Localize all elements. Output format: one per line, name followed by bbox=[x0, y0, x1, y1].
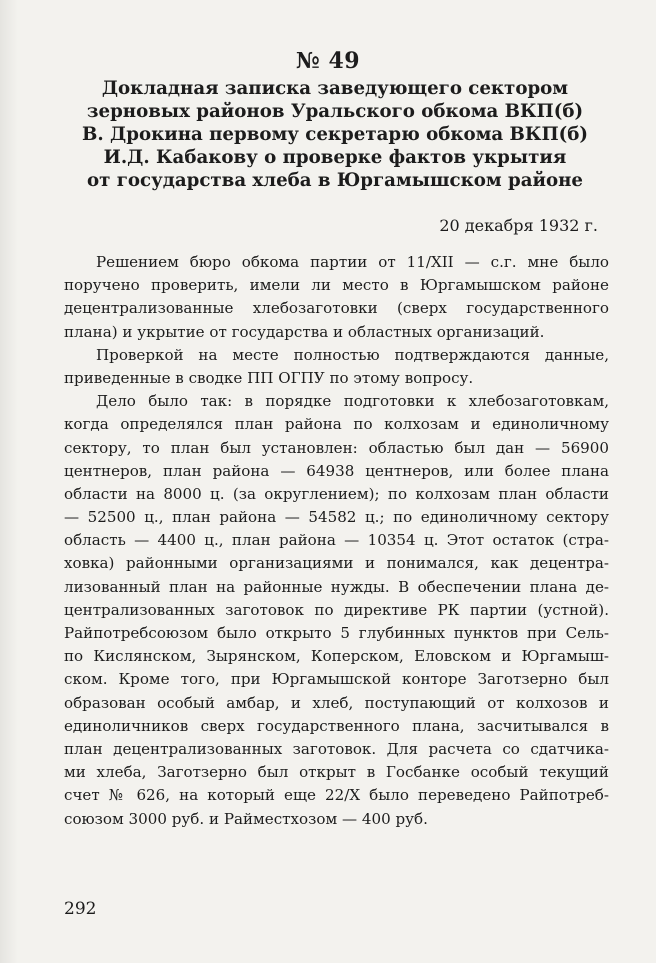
document-body bbox=[64, 251, 609, 831]
paragraph-line: область — 4400 ц., план района — 10354 ц. Этот остаток (стра- bbox=[64, 531, 609, 550]
paragraph-line: ми хлеба, Заготзерно был открыт в Госбанке особый текущий bbox=[64, 763, 609, 782]
title-line: В. Дрокина первому секретарю обкома ВКП(б) bbox=[82, 124, 588, 145]
paragraph-line: Райпотребсоюзом было открыто 5 глубинных пунктов при Сель- bbox=[64, 624, 609, 642]
paragraph-line: децентрализованные хлебозаготовки (сверх государственного bbox=[64, 299, 609, 318]
title-line: от государства хлеба в Юргамышском районе bbox=[86, 170, 583, 191]
document-date: 20 декабря 1932 г. bbox=[439, 216, 598, 235]
paragraph-line: центнеров, план района — 64938 центнеров, или более плана bbox=[64, 461, 609, 480]
paragraph-line: ском. Кроме того, при Юргамышской конторе Заготзерно был bbox=[64, 670, 609, 689]
paragraph-line: когда определялся план района по колхозам и единоличному bbox=[64, 415, 609, 434]
paragraph-line: лизованный план на районные нужды. В обеспечении плана де- bbox=[64, 577, 609, 596]
paragraph-line: единоличников сверх государственного плана, засчитывался в bbox=[64, 716, 609, 735]
title-line: И.Д. Кабакову о проверке фактов укрытия bbox=[103, 147, 567, 168]
paragraph-line: Дело было так: в порядке подготовки к хлебозаготовкам, bbox=[96, 392, 609, 411]
paragraph-line: области на 8000 ц. (за округлением); по колхозам план области bbox=[64, 484, 609, 503]
paragraph-line: план децентрализованных заготовок. Для расчета со сдатчика- bbox=[64, 739, 609, 758]
paragraph-line: образован особый амбар, и хлеб, поступающий от колхозов и bbox=[64, 693, 609, 712]
paragraph-line: централизованных заготовок по директиве РК партии (устной). bbox=[64, 600, 609, 619]
paragraph-line: счет № 626, на который еще 22/X было переведено Райпотреб- bbox=[64, 786, 609, 805]
title-line: зерновых районов Уральского обкома ВКП(б) bbox=[86, 101, 584, 122]
paragraph-line: Проверкой на месте полностью подтверждаются данные, bbox=[96, 345, 609, 364]
document-number: № 49 bbox=[295, 48, 361, 74]
paragraph-line: Решением бюро обкома партии от 11/XII — с.г. мне было bbox=[96, 253, 609, 271]
paragraph-line: союзом 3000 руб. и Райместхозом — 400 руб. bbox=[64, 809, 428, 828]
paragraph-line: плана) и укрытие от государства и областных организаций. bbox=[64, 322, 545, 341]
page-number: 292 bbox=[64, 899, 97, 919]
paragraph-line: ховка) районными организациями и понимался, как децентра- bbox=[64, 554, 609, 573]
document-title bbox=[60, 77, 610, 192]
paragraph-line: приведенные в сводке ПП ОГПУ по этому вопросу. bbox=[64, 368, 474, 387]
paragraph-line: — 52500 ц., план района — 54582 ц.; по единоличному сектору bbox=[64, 508, 609, 527]
paragraph-line: поручено проверить, имели ли место в Юргамышском районе bbox=[64, 276, 609, 295]
paragraph-line: по Кислянском, Зырянском, Коперском, Еловском и Юргамыш- bbox=[64, 647, 609, 666]
title-line: Докладная записка заведующего сектором bbox=[101, 78, 569, 99]
paragraph-line: сектору, то план был установлен: областью был дан — 56900 bbox=[64, 438, 609, 457]
